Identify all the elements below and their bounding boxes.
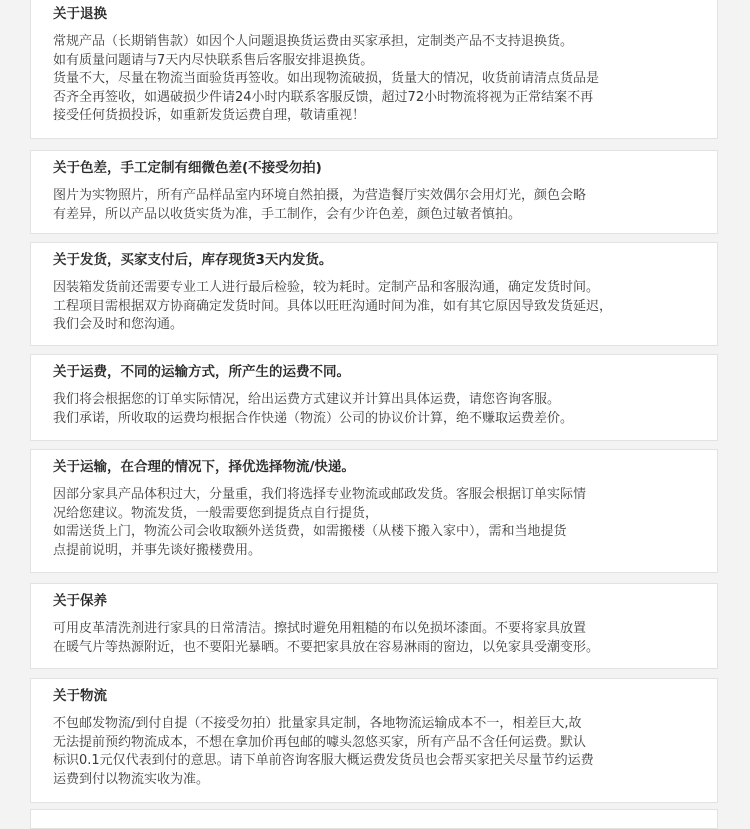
section-line: 不包邮发物流/到付自提（不接受勿拍）批量家具定制，各地物流运输成本不一，相差巨大,故 无法提前预约物流成本，不想在拿加价再包邮的噱头忽悠买家，所有产品不含任何运费。默认 标识0.1元仅代表到付的意思。请下单前咨询客服大概运费发货员也会帮买家把关尽量节约运费 运费到付以物流实收为准。 (53, 716, 594, 787)
section-line: 工程项目需根据双方协商确定发货时间。具体以旺旺沟通时间为准，如有其它原因导致发货延迟， 我们会及时和您沟通。 (53, 298, 613, 332)
section-card-transport (30, 449, 718, 573)
section-card-logistics (30, 678, 718, 803)
section-line: 我们承诺，所收取的运费均根据合作快递（物流）公司的协议价计算，绝不赚取运费差价。 (53, 410, 574, 426)
section-title: 关于物流 (53, 688, 107, 704)
section-title: 关于色差，手工定制有细微色差(不接受勿拍) (53, 160, 322, 176)
section-title: 关于保养 (53, 593, 107, 609)
section-line: 因部分家具产品体积过大，分量重，我们将选择专业物流或邮政发货。客服会根据订单实际情 况给您建议。物流发货，一般需要您到提货点自行提货， (53, 487, 587, 521)
section-card-color (30, 150, 718, 234)
section-title: 关于运输，在合理的情况下，择优选择物流/快递。 (53, 459, 355, 475)
section-card-maintenance (30, 583, 718, 669)
section-body (53, 715, 695, 789)
section-line: 如有质量问题请与7天内尽快联系售后客服安排退换货。 (53, 52, 374, 68)
section-line: 因装箱发货前还需要专业工人进行最后检验，较为耗时。定制产品和客服沟通，确定发货时间。 (53, 280, 600, 295)
section-title: 关于发货，买家支付后，库存现货3天内发货。 (53, 252, 333, 268)
section-line: 图片为实物照片，所有产品样品室内环境自然拍摄，为营造餐厅实效偶尔会用灯光，颜色会略 有差异，所以产品以收货实货为准，手工制作，会有少许色差，颜色过敏者慎拍。 (53, 188, 587, 222)
section-line: 可用皮革清洗剂进行家具的日常清洁。擦拭时避免用粗糙的布以免损坏漆面。不要将家具放置 在暖气片等热源附近，也不要阳光暴晒。不要把家具放在容易淋雨的窗边，以免家具受潮变形。 (53, 621, 600, 655)
section-body (53, 33, 695, 126)
section-card-shipping (30, 242, 718, 346)
section-body (53, 620, 695, 657)
section-card-next (30, 809, 718, 829)
section-body (53, 486, 695, 560)
section-body (53, 187, 695, 224)
section-card-returns (30, 0, 718, 139)
section-title: 关于退换 (53, 6, 107, 22)
section-line: 我们将会根据您的订单实际情况，给出运费方式建议并计算出具体运费，请您咨询客服。 (53, 392, 561, 407)
section-line: 如需送货上门，物流公司会收取额外送货费，如需搬楼（从楼下搬入家中），需和当地提货 点提前说明，并事先谈好搬楼费用。 (53, 524, 567, 558)
section-card-freight (30, 354, 718, 441)
section-title: 关于运费，不同的运输方式，所产生的运费不同。 (53, 364, 350, 380)
section-body (53, 279, 695, 335)
section-body (53, 391, 695, 428)
section-line: 常规产品（长期销售款）如因个人问题退换货运费由买家承担，定制类产品不支持退换货。 (53, 34, 574, 49)
section-line: 货量不大，尽量在物流当面验货再签收。如出现物流破损，货量大的情况，收货前请清点货品是 否齐全再签收，如遇破损少件请24小时内联系客服反馈，超过72小时物流将视为正常结案不再 接受任何货损投诉，如重新发货运费自理，敬请重视！ (53, 71, 600, 123)
